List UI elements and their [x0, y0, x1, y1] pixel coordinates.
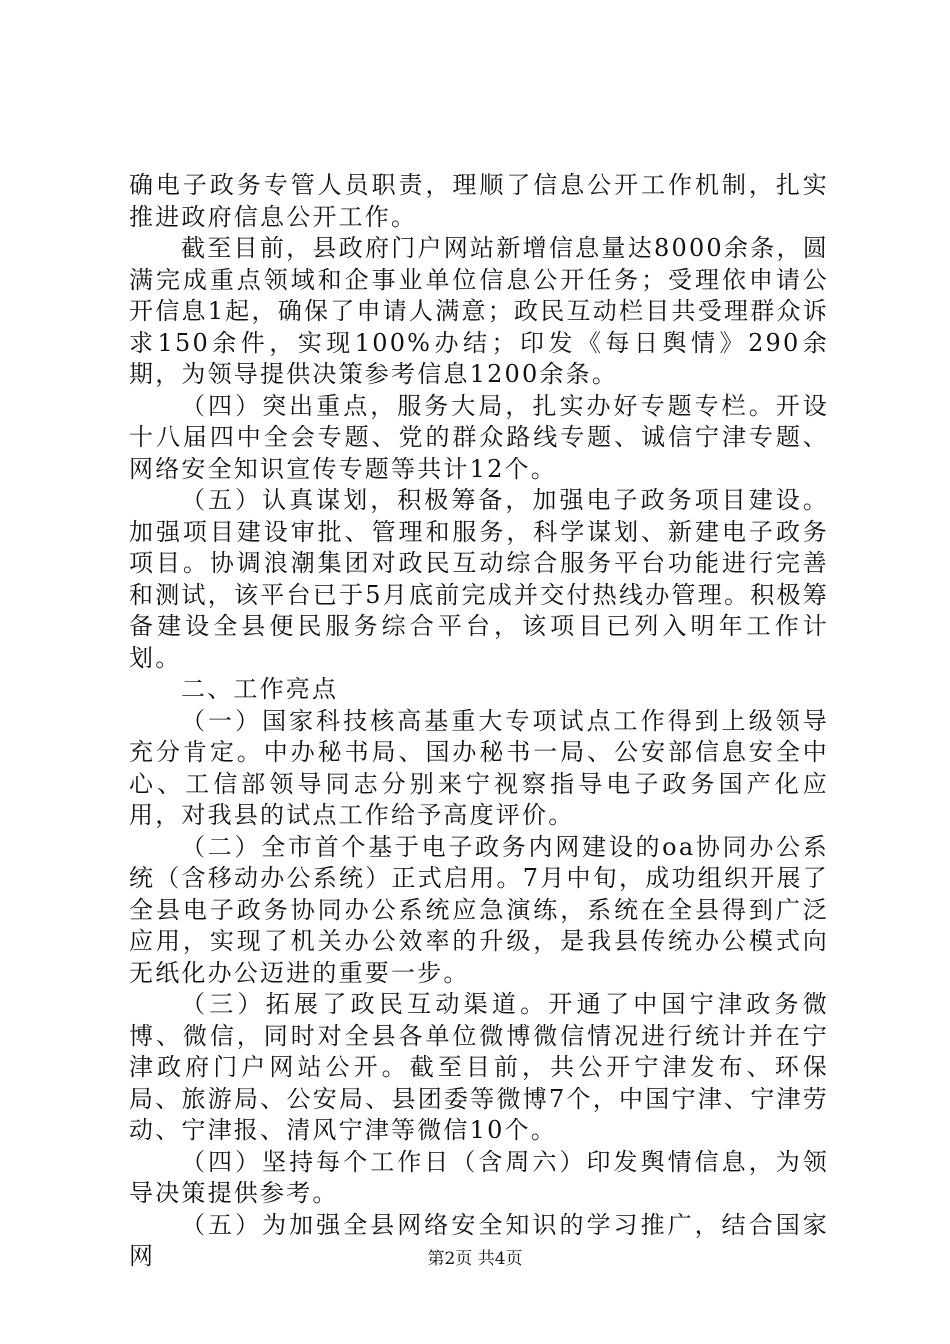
paragraph-10: （五）为加强全县网络安全知识的学习推广，结合国家网 [129, 1210, 829, 1270]
paragraph-7: （二）全市首个基于电子政务内网建设的oa协同办公系统（含移动办公系统）正式启用。7月中旬，成功组织开展了全县电子政务协同办公系统应急演练，系统在全县得到广泛应用，实现了机关办公效率的升级，是我县传统办公模式向无纸化办公迈进的重要一步。 [129, 832, 829, 987]
paragraph-8: （三）拓展了政民互动渠道。开通了中国宁津政务微博、微信，同时对全县各单位微博微信情况进行统计并在宁津政府门户网站公开。截至目前，共公开宁津发布、环保局、旅游局、公安局、县团委等微博7个，中国宁津、宁津劳动、宁津报、清风宁津等微信10个。 [129, 990, 829, 1144]
paragraph-1: 确电子政务专管人员职责，理顺了信息公开工作机制，扎实推进政府信息公开工作。 [129, 171, 829, 231]
paragraph-2: 截至目前，县政府门户网站新增信息量达8000余条，圆满完成重点领域和企事业单位信息公开任务；受理依申请公开信息1起，确保了申请人满意；政民互动栏目共受理群众诉求150余件，实现100%办结；印发《每日舆情》290余期，为领导提供决策参考信息1200余条。 [129, 234, 829, 388]
paragraph-3: （四）突出重点，服务大局，扎实办好专题专栏。开设十八届四中全会专题、党的群众路线专题、诚信宁津专题、网络安全知识宣传专题等共计12个。 [129, 391, 829, 483]
page-footer: 第2页 共4页 [427, 1249, 523, 1269]
paragraph-6: （一）国家科技核高基重大专项试点工作得到上级领导充分肯定。中办秘书局、国办秘书一局、公安部信息安全中心、工信部领导同志分别来宁视察指导电子政务国产化应用，对我县的试点工作给予高度评价。 [129, 706, 829, 829]
paragraph-9: （四）坚持每个工作日（含周六）印发舆情信息，为领导决策提供参考。 [129, 1147, 829, 1207]
document-body [129, 170, 829, 1273]
section-heading: 二、工作亮点 [181, 675, 339, 703]
paragraph-4: （五）认真谋划，积极筹备，加强电子政务项目建设。加强项目建设审批、管理和服务，科学谋划、新建电子政务项目。协调浪潮集团对政民互动综合服务平台功能进行完善和测试，该平台已于5月底前完成并交付热线办管理。积极筹备建设全县便民服务综合平台，该项目已列入明年工作计划。 [129, 486, 829, 672]
